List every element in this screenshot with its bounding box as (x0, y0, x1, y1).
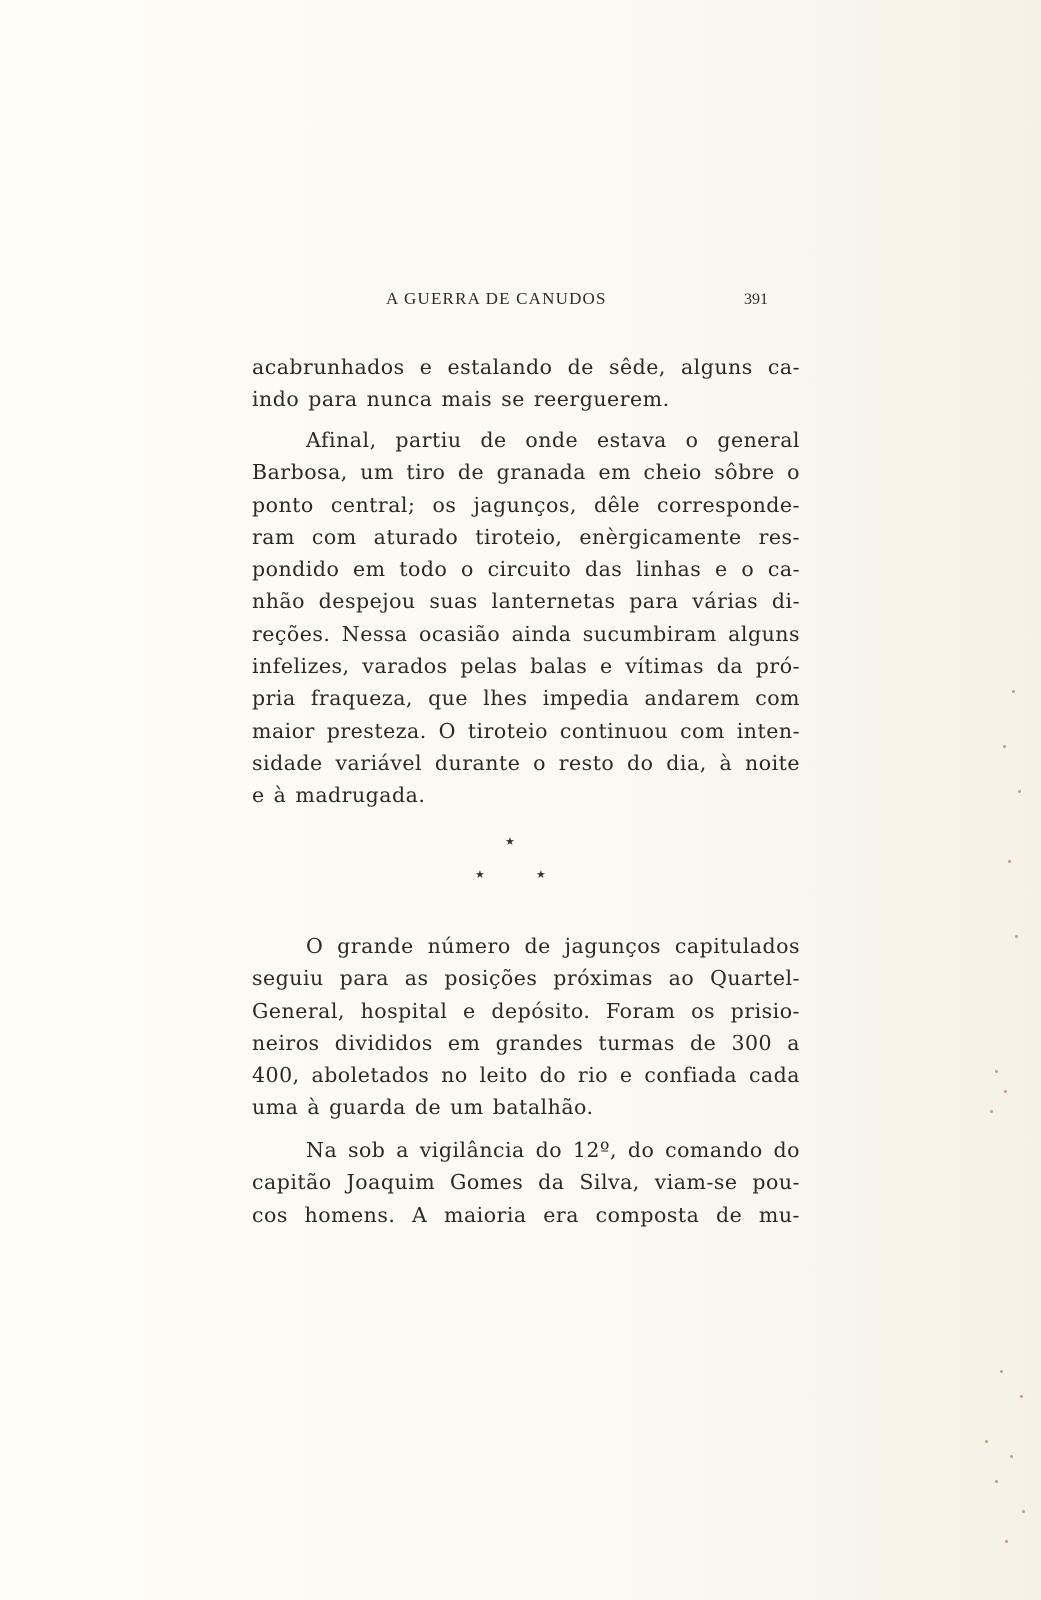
star-icon: ★ (475, 868, 485, 881)
speckle (1005, 1540, 1008, 1543)
paragraph-4 (252, 1134, 800, 1231)
speckle (1000, 1370, 1003, 1373)
text-line: nhão despejou suas lanternetas para várias di- (252, 589, 800, 614)
speckle (990, 1110, 993, 1113)
speckle (1010, 1455, 1013, 1458)
speckle (1018, 790, 1021, 793)
speckle (985, 1440, 988, 1443)
text-line: maior presteza. O tiroteio continuou com inten- (252, 718, 800, 743)
speckle (1020, 1395, 1023, 1398)
page-header (250, 287, 800, 317)
text-line: uma à guarda de um batalhão. (252, 1095, 594, 1120)
speckle (1015, 935, 1018, 938)
text-line: reções. Nessa ocasião ainda sucumbiram alguns (252, 621, 800, 646)
text-line: cos homens. A maioria era composta de mu- (252, 1202, 800, 1227)
paragraph-3 (252, 930, 800, 1124)
text-line: acabrunhados e estalando de sêde, alguns ca- (252, 355, 800, 379)
text-line: Na sob a vigilância do 12º, do comando do (306, 1138, 800, 1162)
text-line: ponto central; os jagunços, dêle corresponde- (252, 492, 800, 517)
text-line: ram com aturado tiroteio, enèrgicamente res- (252, 524, 800, 549)
text-line: 400, aboletados no leito do rio e confiada cada (252, 1063, 800, 1088)
text-line: neiros divididos em grandes turmas de 300 a (252, 1030, 800, 1055)
star-icon: ★ (536, 868, 546, 881)
text-line: General, hospital e depósito. Foram os prisio- (252, 998, 800, 1023)
text-line: indo para nunca mais se reerguerem. (252, 387, 670, 412)
speckle (1003, 745, 1006, 748)
speckle (1022, 1510, 1025, 1513)
running-title: A GUERRA DE CANUDOS (386, 289, 607, 308)
star-icon: ★ (505, 835, 515, 848)
text-line: infelizes, varados pelas balas e vítimas da pró- (252, 654, 800, 679)
text-line: Barbosa, um tiro de granada em cheio sôbre o (252, 460, 800, 485)
text-line: capitão Joaquim Gomes da Silva, viam-se pou- (252, 1170, 800, 1195)
text-line: Afinal, partiu de onde estava o general (306, 428, 800, 452)
text-line: O grande número de jagunços capitulados (306, 934, 800, 958)
text-line: seguiu para as posições próximas ao Quartel- (252, 966, 800, 991)
speckle (1004, 1090, 1007, 1093)
text-line: e à madrugada. (252, 783, 426, 808)
paragraph-2 (252, 424, 800, 812)
section-break-ornament (470, 835, 560, 885)
speckle (1012, 690, 1015, 693)
page-number: 391 (744, 291, 768, 308)
paragraph-1 (252, 351, 800, 416)
text-line: pondido em todo o circuito das linhas e o ca- (252, 557, 800, 582)
text-line: sidade variável durante o resto do dia, à noite (252, 750, 800, 775)
speckle (995, 1070, 998, 1073)
speckle (995, 1480, 998, 1483)
text-line: pria fraqueza, que lhes impedia andarem com (252, 686, 800, 711)
speckle (1008, 860, 1011, 863)
